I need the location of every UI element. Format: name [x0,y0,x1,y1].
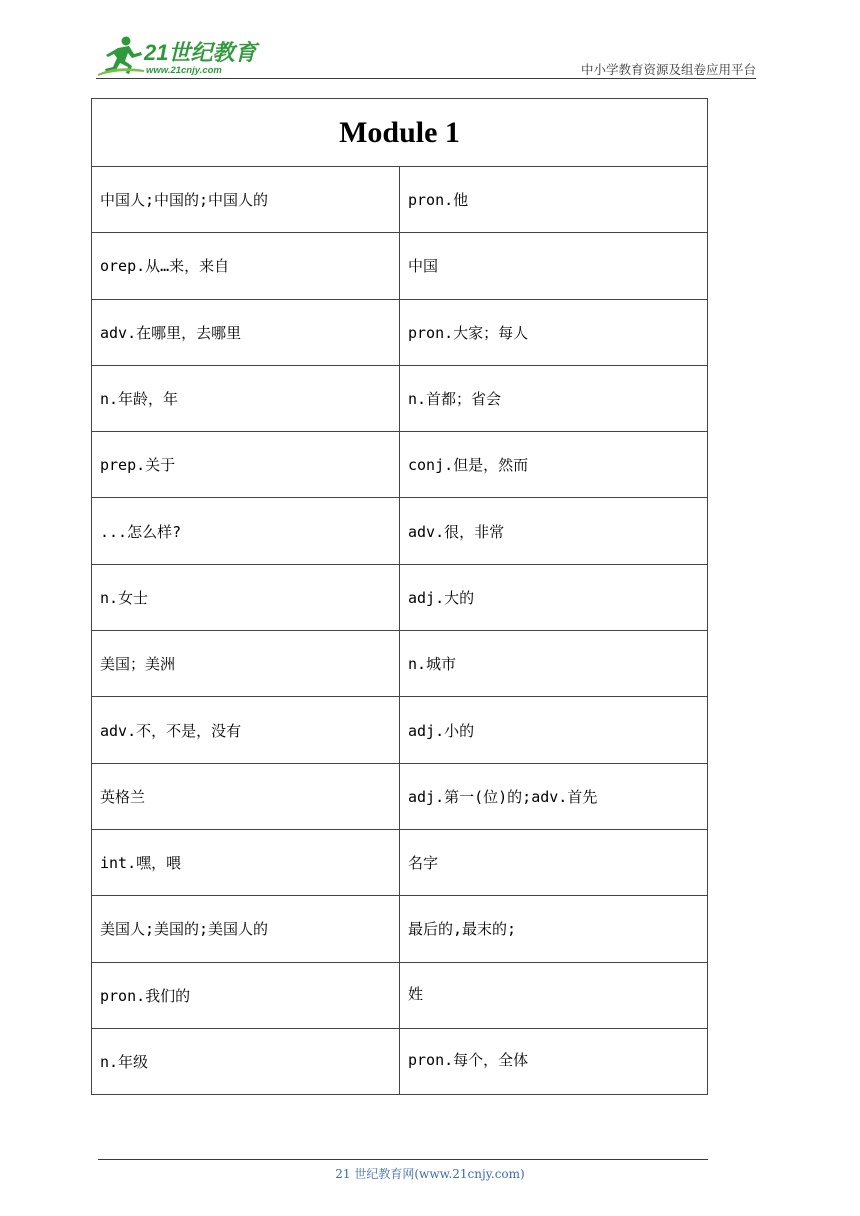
table-row [92,432,708,498]
footer-divider [98,1159,708,1160]
table-cell: adv.不，不是，没有 [92,697,400,763]
logo-url: www.21cnjy.com [146,65,222,76]
header-tagline: 中小学教育资源及组卷应用平台 [580,62,756,77]
table-cell: 美国人;美国的;美国人的 [92,896,400,962]
table-cell: pron.他 [400,167,708,233]
table-title-row [92,99,708,167]
table-cell: conj.但是，然而 [400,432,708,498]
table-cell: adj.小的 [400,697,708,763]
table-cell: n.女士 [92,564,400,630]
table-cell: 中国人;中国的;中国人的 [92,167,400,233]
table-row [92,1028,708,1094]
table-cell: orep.从…来，来自 [92,233,400,299]
table-cell: int.嘿，喂 [92,829,400,895]
table-cell: 英格兰 [92,763,400,829]
table-cell: 姓 [400,962,708,1028]
runner-logo-icon [98,37,144,77]
table-cell: 美国；美洲 [92,631,400,697]
table-row [92,631,708,697]
table-row [92,896,708,962]
table-row [92,564,708,630]
table-cell: adj.大的 [400,564,708,630]
table-cell: n.年龄，年 [92,365,400,431]
table-cell: prep.关于 [92,432,400,498]
table-cell: 最后的,最末的; [400,896,708,962]
vocab-table [91,98,708,1095]
table-cell: pron.大家；每人 [400,299,708,365]
header-divider [96,78,756,79]
table-cell: adv.很，非常 [400,498,708,564]
table-cell: adj.第一(位)的;adv.首先 [400,763,708,829]
table-row [92,167,708,233]
logo-text: 21世纪教育 [144,40,257,65]
table-title: Module 1 [92,99,708,167]
table-row [92,962,708,1028]
table-row [92,498,708,564]
table-row [92,299,708,365]
table-cell: 名字 [400,829,708,895]
table-row [92,697,708,763]
table-cell: 中国 [400,233,708,299]
table-row [92,365,708,431]
table-cell: adv.在哪里，去哪里 [92,299,400,365]
table-cell: n.年级 [92,1028,400,1094]
footer-text: 21 世纪教育网(www.21cnjy.com) [335,1167,525,1181]
table-row [92,763,708,829]
table-cell: pron.我们的 [92,962,400,1028]
table-cell: pron.每个，全体 [400,1028,708,1094]
table-cell: ...怎么样? [92,498,400,564]
table-row [92,829,708,895]
site-logo [96,34,261,78]
table-cell: n.城市 [400,631,708,697]
table-row [92,233,708,299]
table-cell: n.首都；省会 [400,365,708,431]
